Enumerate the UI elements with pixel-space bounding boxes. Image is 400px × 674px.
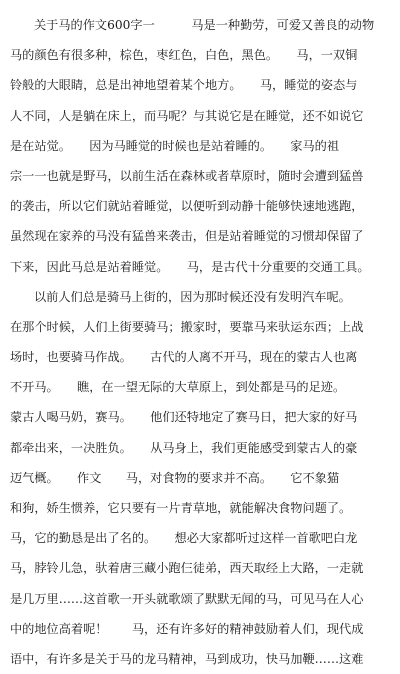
paragraph-1 [10, 10, 390, 282]
text-line: 是在站觉。 因为马睡觉的时候也是站着睡的。 家马的祖 [10, 138, 340, 153]
paragraph-2 [10, 282, 390, 674]
text-line: 蒙古人喝马奶，赛马。 他们还特地定了赛马日，把大家的好马 [10, 410, 358, 425]
text-line: 铃般的大眼睛，总是出神地望着某个地方。 马，睡觉的姿态与 [10, 78, 358, 93]
text-line: 语中，有许多是关于马的龙马精神，马到成功，快马加鞭……这难 [10, 651, 364, 666]
text-line: 关于马的作文600字一 马是一种勤劳，可爱又善良的动物 [34, 18, 375, 32]
text-line: 下来，因此马总是站着睡觉。 马，是古代十分重要的交通工具。 [10, 259, 370, 274]
text-line: 不开马。 瞧，在一望无际的大草原上，到处都是马的足迹。 [10, 380, 346, 395]
text-line: 马，它的勤恳是出了名的。 想必大家都听过这样一首歌吧白龙 [10, 531, 358, 546]
text-line: 和狗，娇生惯养，它只要有一片青草地，就能解决食物问题了。 [10, 501, 352, 515]
text-line: 虽然现在家养的马没有猛兽来袭击，但是站着睡觉的习惯却保留了 [10, 229, 364, 244]
text-line: 马，脖铃儿急，驮着唐三藏小跑仨徒弟，西天取经上大路，一走就 [10, 561, 364, 576]
text-line: 是几万里……这首歌一开头就歌颂了默默无闻的马，可见马在人心 [10, 591, 364, 606]
text-line: 马的颜色有很多种，棕色，枣红色，白色，黑色。 马，一双铜 [10, 48, 358, 63]
text-line: 中的地位高着呢！ 马，还有许多好的精神鼓励着人们，现代成 [10, 621, 364, 636]
text-line: 人不同，人是躺在床上，而马呢？与其说它是在睡觉，还不如说它 [10, 108, 364, 123]
text-line: 都牵出来，一决胜负。 从马身上，我们更能感受到蒙古人的豪 [10, 440, 358, 455]
text-line: 迈气概。 作文 马，对食物的要求并不高。 它不象猫 [10, 470, 340, 485]
text-line: 宗一一也就是野马，以前生活在森林或者草原时，随时会遭到猛兽 [10, 168, 364, 183]
text-line: 的袭击，所以它们就站着睡觉，以便听到动静十能够快速地逃跑， [10, 199, 364, 214]
text-line: 以前人们总是骑马上街的，因为那时候还没有发明汽车呢。 [34, 289, 351, 304]
text-line: 场时，也要骑马作战。 古代的人离不开马，现在的蒙古人也离 [10, 350, 358, 365]
text-line: 在那个时候，人们上街要骑马；搬家时，要靠马来驮运东西；上战 [10, 319, 364, 334]
